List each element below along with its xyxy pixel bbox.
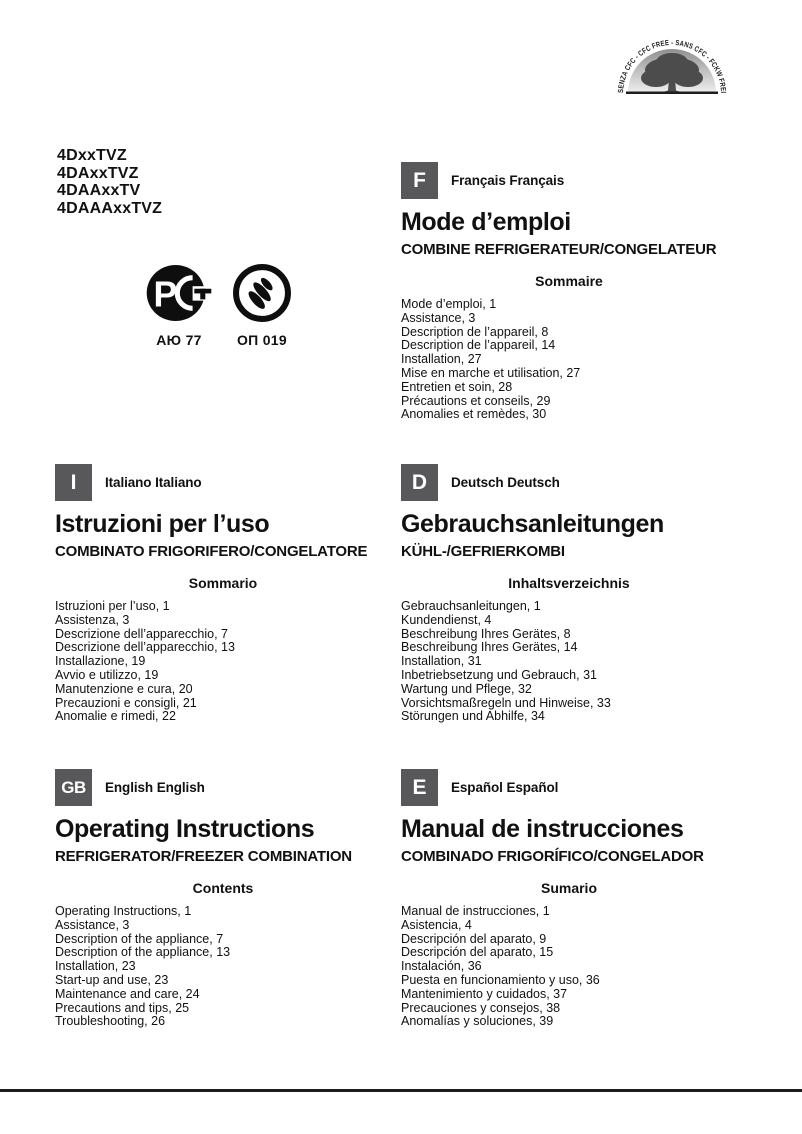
dome-baseline	[626, 92, 718, 95]
letter-p-glyph: Р	[153, 274, 178, 315]
toc-item: Installazione, 19	[55, 654, 146, 669]
section-francais	[401, 162, 737, 422]
toc-item: Entretien et soin, 28	[401, 379, 513, 394]
toc-item: Inbetriebsetzung und Gebrauch, 31	[401, 667, 597, 682]
language-label: Español Español	[451, 780, 559, 795]
toc-item: Installation, 23	[55, 959, 136, 974]
toc-item: Start-up and use, 23	[55, 972, 169, 987]
model-number: 4DAAAxxTVZ	[57, 199, 163, 217]
toc-item: Maintenance and care, 24	[55, 986, 200, 1001]
section-subtitle: COMBINADO FRIGORÍFICO/CONGELADOR	[401, 848, 704, 865]
conformity-certification	[230, 260, 294, 348]
toc-title: Sommario	[188, 575, 258, 591]
toc-item: Wartung und Pflege, 32	[401, 681, 532, 696]
toc-item: Asistencia, 4	[401, 917, 472, 932]
section-title: Gebrauchsanleitungen	[401, 510, 664, 538]
toc-item: Assistance, 3	[55, 917, 130, 932]
section-subtitle: COMBINATO FRIGORIFERO/CONGELATORE	[55, 543, 368, 560]
toc-item: Vorsichtsmaßregeln und Hinweise, 33	[401, 695, 611, 710]
language-badge-d: D	[401, 464, 438, 501]
section-title: Mode d’emploi	[401, 208, 571, 236]
toc-item: Beschreibung Ihres Gerätes, 14	[401, 640, 578, 655]
model-number: 4DAAxxTV	[57, 182, 141, 199]
section-espanol	[401, 769, 737, 1029]
toc-item: Description of the appliance, 7	[55, 931, 224, 946]
language-label: Français Français	[451, 173, 565, 188]
toc-item: Assistance, 3	[401, 310, 476, 325]
toc-item: Anomalies et remèdes, 30	[401, 407, 547, 422]
section-italiano	[55, 464, 391, 724]
toc-item: Installation, 27	[401, 352, 482, 367]
toc-item: Anomalías y soluciones, 39	[401, 1014, 554, 1029]
toc-title: Inhaltsverzeichnis	[508, 575, 630, 591]
language-label: English English	[105, 780, 205, 795]
cfc-free-tree-logo	[597, 30, 747, 102]
model-number: 4DxxTVZ	[57, 147, 127, 164]
leaf-shapes	[244, 275, 281, 312]
toc-item: Assistenza, 3	[55, 612, 130, 627]
certification-marks	[145, 260, 294, 348]
toc-item: Precauciones y consejos, 38	[401, 1000, 561, 1015]
language-badge-i: I	[55, 464, 92, 501]
toc-item: Descripción del aparato, 9	[401, 931, 547, 946]
footer-rule	[0, 1089, 802, 1092]
toc-item: Description de l’appareil, 14	[401, 338, 556, 353]
language-badge-f: F	[401, 162, 438, 199]
section-title: Istruzioni per l’uso	[55, 510, 270, 538]
language-label: Deutsch Deutsch	[451, 475, 560, 490]
toc-item: Description de l’appareil, 8	[401, 324, 549, 339]
section-title: Operating Instructions	[55, 815, 315, 843]
toc-title: Contents	[192, 880, 254, 896]
toc-item: Descripción del aparato, 15	[401, 945, 554, 960]
toc-item: Installation, 31	[401, 654, 482, 669]
toc-item: Gebrauchsanleitungen, 1	[401, 599, 541, 613]
toc-item: Precauzioni e consigli, 21	[55, 695, 197, 710]
language-badge-e: E	[401, 769, 438, 806]
toc-list	[401, 600, 737, 724]
section-subtitle: KÜHL-/GEFRIERKOMBI	[401, 543, 565, 560]
toc-item: Troubleshooting, 26	[55, 1014, 166, 1029]
section-header	[401, 769, 737, 806]
conformity-code: ОП 019	[236, 332, 287, 348]
toc-item: Puesta en funcionamiento y uso, 36	[401, 972, 600, 987]
toc-item: Descrizione dell’apparecchio, 7	[55, 626, 229, 641]
toc-item: Précautions et conseils, 29	[401, 393, 551, 408]
section-deutsch	[401, 464, 737, 724]
language-badge-gb: GB	[55, 769, 92, 806]
toc-item: Kundendienst, 4	[401, 612, 492, 627]
toc-item: Instalación, 36	[401, 959, 482, 974]
toc-item: Descrizione dell’apparecchio, 13	[55, 640, 235, 655]
toc-item: Beschreibung Ihres Gerätes, 8	[401, 626, 571, 641]
section-header	[401, 464, 737, 501]
toc-item: Manutenzione e cura, 20	[55, 681, 193, 696]
toc-title: Sommaire	[535, 273, 603, 289]
model-number: 4DAxxTVZ	[57, 164, 139, 182]
toc-item: Istruzioni per l’uso, 1	[55, 599, 170, 613]
gost-r-code: АЮ 77	[156, 332, 202, 348]
section-english	[55, 769, 391, 1029]
section-subtitle: COMBINE REFRIGERATEUR/CONGELATEUR	[401, 241, 717, 258]
toc-title: Sumario	[540, 880, 597, 896]
section-subtitle: REFRIGERATOR/FREEZER COMBINATION	[55, 848, 352, 865]
section-header	[55, 464, 391, 501]
toc-item: Anomalie e rimedi, 22	[55, 709, 176, 724]
section-title: Manual de instrucciones	[401, 815, 684, 843]
toc-item: Mise en marche et utilisation, 27	[401, 365, 581, 380]
toc-item: Manual de instrucciones, 1	[401, 904, 550, 918]
toc-list	[55, 600, 391, 724]
gost-r-certification	[145, 260, 213, 348]
toc-item: Precautions and tips, 25	[55, 1000, 190, 1015]
toc-list	[401, 905, 737, 1029]
section-header	[55, 769, 391, 806]
conformity-mark-icon	[230, 260, 294, 326]
toc-item: Operating Instructions, 1	[55, 904, 192, 918]
section-header	[401, 162, 737, 199]
toc-list	[401, 298, 737, 422]
toc-item: Description of the appliance, 13	[55, 945, 231, 960]
gost-r-mark-icon	[145, 260, 213, 326]
toc-item: Mode d’emploi, 1	[401, 297, 497, 311]
toc-item: Störungen und Abhilfe, 34	[401, 709, 545, 724]
toc-list	[55, 905, 391, 1029]
cfc-arc-text: SENZA CFC - CFC FREE - SANS CFC - FCKW FREI	[615, 37, 729, 94]
language-label: Italiano Italiano	[105, 475, 202, 490]
model-numbers	[57, 147, 162, 217]
toc-item: Mantenimiento y cuidados, 37	[401, 986, 568, 1001]
toc-item: Avvio e utilizzo, 19	[55, 667, 159, 682]
